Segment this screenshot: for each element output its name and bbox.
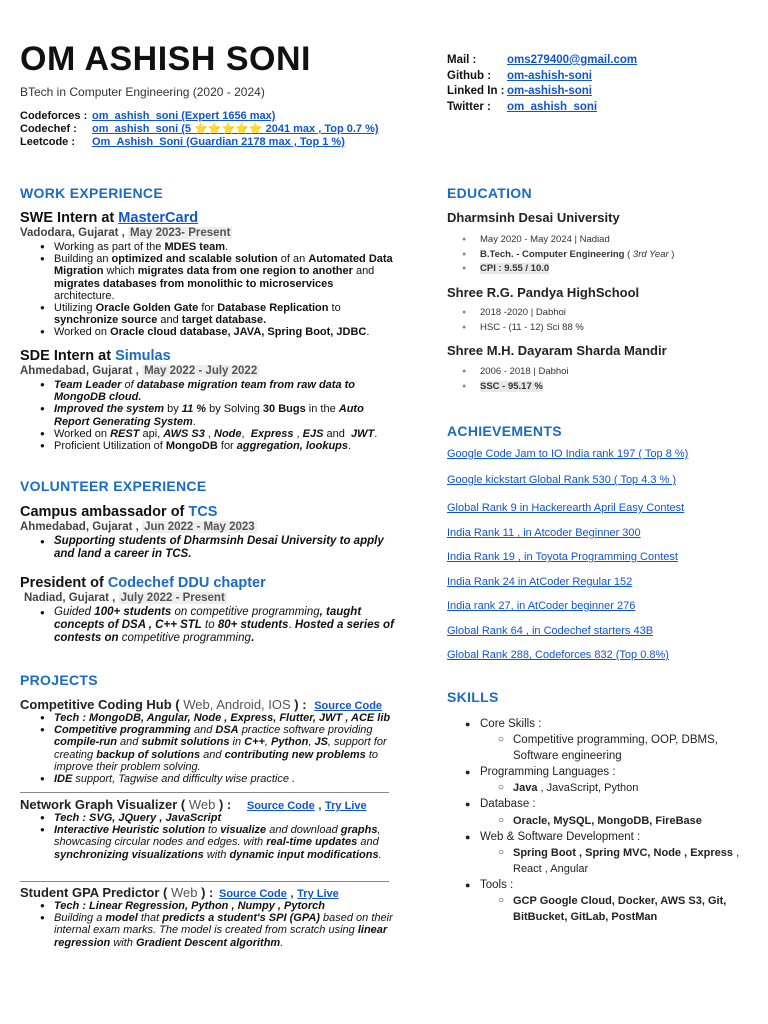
mastercard-link[interactable]: MasterCard <box>118 210 199 226</box>
link-separator: , <box>318 800 322 812</box>
contact-twitter <box>447 100 637 116</box>
link-separator: , <box>290 888 294 900</box>
mastercard-bullets <box>36 241 396 339</box>
achievements-heading: ACHIEVEMENTS <box>447 423 562 439</box>
list-item: ● Supporting students of Dharmsinh Desai University to apply and land a career in TCS. <box>36 535 396 561</box>
date-range: July 2022 - Present <box>120 592 225 604</box>
contact-block <box>447 53 637 115</box>
try-live-link[interactable]: Try Live <box>325 800 367 812</box>
tcs-org: TCS <box>188 504 218 520</box>
education-heading: EDUCATION <box>447 185 532 201</box>
location-text: Nadiad, Gujarat , <box>24 592 116 604</box>
tcs-bullets <box>36 535 396 561</box>
contact-github <box>447 69 637 85</box>
project-tech: Web <box>170 885 198 900</box>
list-item: ● Competitive programming and DSA practice software providing compile-run and submit solutions in C++, Python, JS, support for creating backup of solutions and contributing new problems to improve their problem solving. <box>36 724 396 773</box>
skill-category-core <box>465 716 755 764</box>
skill-detail <box>498 845 755 877</box>
project-title-ngv <box>20 797 367 812</box>
projects-heading: PROJECTS <box>20 672 98 688</box>
list-item: ● Working as part of the MDES team. <box>36 241 396 253</box>
list-item: ● Improved the system by 11 % by Solving 30 Bugs in the Auto Report Generating System. <box>36 403 396 427</box>
skill-bold: GCP Google Cloud, Docker, AWS S3, Git, BitBucket, GitLab, PostMan <box>513 895 727 924</box>
date-range: May 2023- Present <box>130 227 231 239</box>
volunteer-title-codechef <box>20 575 266 591</box>
skill-bold: Java <box>513 782 538 795</box>
contact-label: Linked In : <box>447 85 505 97</box>
job-title-simulas <box>20 348 171 364</box>
mail-link[interactable]: oms279400@gmail.com <box>507 54 638 66</box>
candidate-name: OM ASHISH SONI <box>20 40 311 78</box>
source-code-link[interactable]: Source Code <box>219 888 287 900</box>
school-ddu: Dharmsinh Desai University <box>447 210 620 225</box>
contact-label: Github : <box>447 69 492 82</box>
achievement-link[interactable]: Google kickstart Global Rank 530 ( Top 4.3 % ) <box>447 474 677 486</box>
list-item: ● Building an optimized and scalable solution of an Automated Data Migration which migrates data from one region to another and migrates databases from monolithic to microservices architecture. <box>36 253 396 302</box>
volunteer-experience-heading: VOLUNTEER EXPERIENCE <box>20 478 207 494</box>
profile-label: Codeforces : <box>20 110 88 122</box>
job-role: SDE Intern at <box>20 348 112 364</box>
contact-mail <box>447 53 637 69</box>
coding-profiles <box>20 110 379 149</box>
job-title-mastercard <box>20 210 198 226</box>
list-item: ● Proficient Utilization of MongoDB for aggregation, lookups. <box>36 440 396 452</box>
codechef-ddu-bullets <box>36 606 396 645</box>
work-experience-heading: WORK EXPERIENCE <box>20 185 163 201</box>
skills-list <box>465 716 755 925</box>
volunteer-title-tcs <box>20 504 217 520</box>
simulas-org: Simulas <box>115 348 171 364</box>
rg-pandya-details <box>462 306 584 335</box>
list-item: ● Worked on REST api, AWS S3 , Node, Express , EJS and JWT. <box>36 428 396 440</box>
job-role: SWE Intern at <box>20 210 115 226</box>
list-item: ● HSC - (11 - 12) Sci 88 % <box>462 321 584 336</box>
list-item: ● 2006 - 2018 | Dabhoi <box>462 365 569 380</box>
skill-rest: , JavaScript, Python <box>540 782 639 795</box>
project-title-gpa <box>20 885 339 900</box>
list-item <box>462 248 674 263</box>
cpi-value: CPI : 9.55 / 10.0 <box>480 263 550 274</box>
job-location <box>20 365 259 377</box>
skill-category-database <box>465 796 755 828</box>
project-tech: Web <box>188 797 216 812</box>
twitter-link[interactable]: om_ashish_soni <box>507 100 598 113</box>
profile-label: Codechef : <box>20 123 77 135</box>
list-item: ● Worked on Oracle cloud database, JAVA, Spring Boot, JDBC. <box>36 326 396 338</box>
project-name: Student GPA Predictor ( <box>20 885 168 900</box>
skill-label: Programming Languages : <box>480 766 616 779</box>
profile-label: Leetcode : <box>20 136 76 148</box>
contact-linkedin <box>447 84 637 100</box>
list-item <box>462 262 674 277</box>
location-text: Ahmedabad, Gujarat , <box>20 521 139 533</box>
achievement-link[interactable]: India Rank 11 , in Atcoder Beginner 300 <box>447 527 641 539</box>
list-item: ● Building a model that predicts a student's SPI (GPA) based on their internal exam marks. The model is created from scratch using linear regression with Gradient Descent algorithm. <box>36 912 396 949</box>
contact-label: Mail : <box>447 54 477 66</box>
cch-bullets <box>36 712 396 785</box>
skill-bold: Spring Boot , Spring MVC, Node , Express <box>513 846 734 859</box>
project-name: Network Graph Visualizer ( <box>20 797 186 812</box>
try-live-link[interactable]: Try Live <box>297 888 339 900</box>
volunteer-location <box>20 521 257 533</box>
skill-bold: Oracle, MySQL, MongoDB, FireBase <box>513 814 702 827</box>
skill-label: Core Skills : <box>480 718 542 730</box>
achievement-link[interactable]: Google Code Jam to IO India rank 197 ( Top 8 %) <box>447 448 689 460</box>
list-item: ● Tech : SVG, JQuery , JavaScript <box>36 812 396 824</box>
project-name: Competitive Coding Hub ( <box>20 697 180 712</box>
leetcode-link[interactable]: Om_Ashish_Soni (Guardian 2178 max , Top 1 %) <box>92 136 345 148</box>
degree-open: ( <box>627 248 631 260</box>
ssc-value: SSC - 95.17 % <box>480 380 543 392</box>
project-title-cch <box>20 697 382 712</box>
achievement-link[interactable]: Global Rank 9 in Hackerearth April Easy Contest <box>447 502 685 514</box>
codeforces-link[interactable]: om_ashish_soni (Expert 1656 max) <box>92 110 276 122</box>
list-item: ● May 2020 - May 2024 | Nadiad <box>462 233 674 248</box>
list-item: ● IDE support, Tagwise and difficulty wise practice . <box>36 773 396 785</box>
linkedin-link[interactable]: om-ashish-soni <box>507 85 592 97</box>
list-item: ● 2018 -2020 | Dabhoi <box>462 306 584 321</box>
list-item: ● Tech : Linear Regression, Python , Numpy , Pytorch <box>36 900 396 912</box>
degree-line: BTech in Computer Engineering (2020 - 2024) <box>20 85 265 99</box>
project-close: ) : <box>294 697 307 712</box>
skill-label: Database : <box>480 798 536 811</box>
achievement-link[interactable]: India Rank 24 in AtCoder Regular 152 <box>447 576 633 588</box>
contact-label: Twitter : <box>447 100 491 113</box>
degree-close: ) <box>671 248 675 260</box>
profile-leetcode <box>20 136 379 149</box>
project-tech: Web, Android, IOS <box>183 697 291 712</box>
skill-detail <box>498 893 755 925</box>
skill-category-tools <box>465 877 755 925</box>
date-range: May 2022 - July 2022 <box>144 365 258 377</box>
list-item: ● Interactive Heuristic solution to visualize and download graphs, showcasing circular nodes and edges. with real-time updates and synchronizing visualizations with dynamic input modifications. <box>36 824 396 861</box>
achievement-link[interactable]: Global Rank 64 , in Codechef starters 43B <box>447 625 654 637</box>
degree-year: 3rd Year <box>632 248 669 260</box>
source-code-link[interactable]: Source Code <box>246 800 315 812</box>
achievement-link[interactable]: Global Rank 288, Codeforces 832 (Top 0.8%) <box>447 649 669 661</box>
github-link[interactable]: om-ashish-soni <box>507 69 592 82</box>
divider <box>20 792 389 793</box>
divider <box>20 881 389 882</box>
codechef-ddu-org: Codechef DDU chapter <box>107 575 266 591</box>
list-item: ● Team Leader of database migration team from raw data to MongoDB cloud. <box>36 379 396 403</box>
project-close: ) : <box>201 885 214 900</box>
skills-heading: SKILLS <box>447 689 499 705</box>
profile-codechef <box>20 123 379 136</box>
simulas-bullets <box>36 379 396 452</box>
profile-codeforces <box>20 110 379 123</box>
ddu-details <box>462 233 674 277</box>
achievement-link[interactable]: India rank 27, in AtCoder beginner 276 <box>447 600 636 612</box>
volunteer-role: President of <box>20 575 104 591</box>
list-item <box>462 380 569 395</box>
source-code-link[interactable]: Source Code <box>314 700 383 712</box>
project-close: ) : <box>218 797 232 812</box>
skill-category-web <box>465 829 755 877</box>
volunteer-location <box>24 592 227 604</box>
achievement-link[interactable]: India Rank 19 , in Toyota Programming Contest <box>447 551 678 563</box>
mh-dayaram-details <box>462 365 569 394</box>
ngv-bullets <box>36 812 396 861</box>
volunteer-role: Campus ambassador of <box>20 504 185 520</box>
skill-detail: ○ Competitive programming, OOP, DBMS, Software engineering <box>498 732 755 764</box>
school-mh-dayaram: Shree M.H. Dayaram Sharda Mandir <box>447 343 667 358</box>
codechef-link[interactable]: om_ashish_soni (5 ⭐⭐⭐⭐⭐ 2041 max , Top 0.7 %) <box>92 123 379 135</box>
date-range: Jun 2022 - May 2023 <box>144 521 255 533</box>
skill-detail <box>498 813 755 829</box>
skill-label: Tools : <box>480 878 514 891</box>
list-item: ● Utilizing Oracle Golden Gate for Database Replication to synchronize source and target database. <box>36 302 396 326</box>
gpa-bullets <box>36 900 396 949</box>
location-text: Ahmedabad, Gujarat , <box>20 365 139 377</box>
skill-rest: , React , Angular <box>513 846 740 875</box>
degree-name: B.Tech. - Computer Engineering <box>480 248 625 260</box>
location-text: Vadodara, Gujarat , <box>20 227 125 239</box>
skill-category-languages <box>465 764 755 796</box>
job-location <box>20 227 232 239</box>
list-item: ● Guided 100+ students on competitive programming, taught concepts of DSA , C++ STL to 80+ students. Hosted a series of contests on competitive programming. <box>36 606 396 645</box>
skill-detail <box>498 780 755 796</box>
school-rg-pandya: Shree R.G. Pandya HighSchool <box>447 285 640 300</box>
list-item: ● Tech : MongoDB, Angular, Node , Express, Flutter, JWT , ACE lib <box>36 712 396 724</box>
skill-label: Web & Software Development : <box>480 830 641 843</box>
